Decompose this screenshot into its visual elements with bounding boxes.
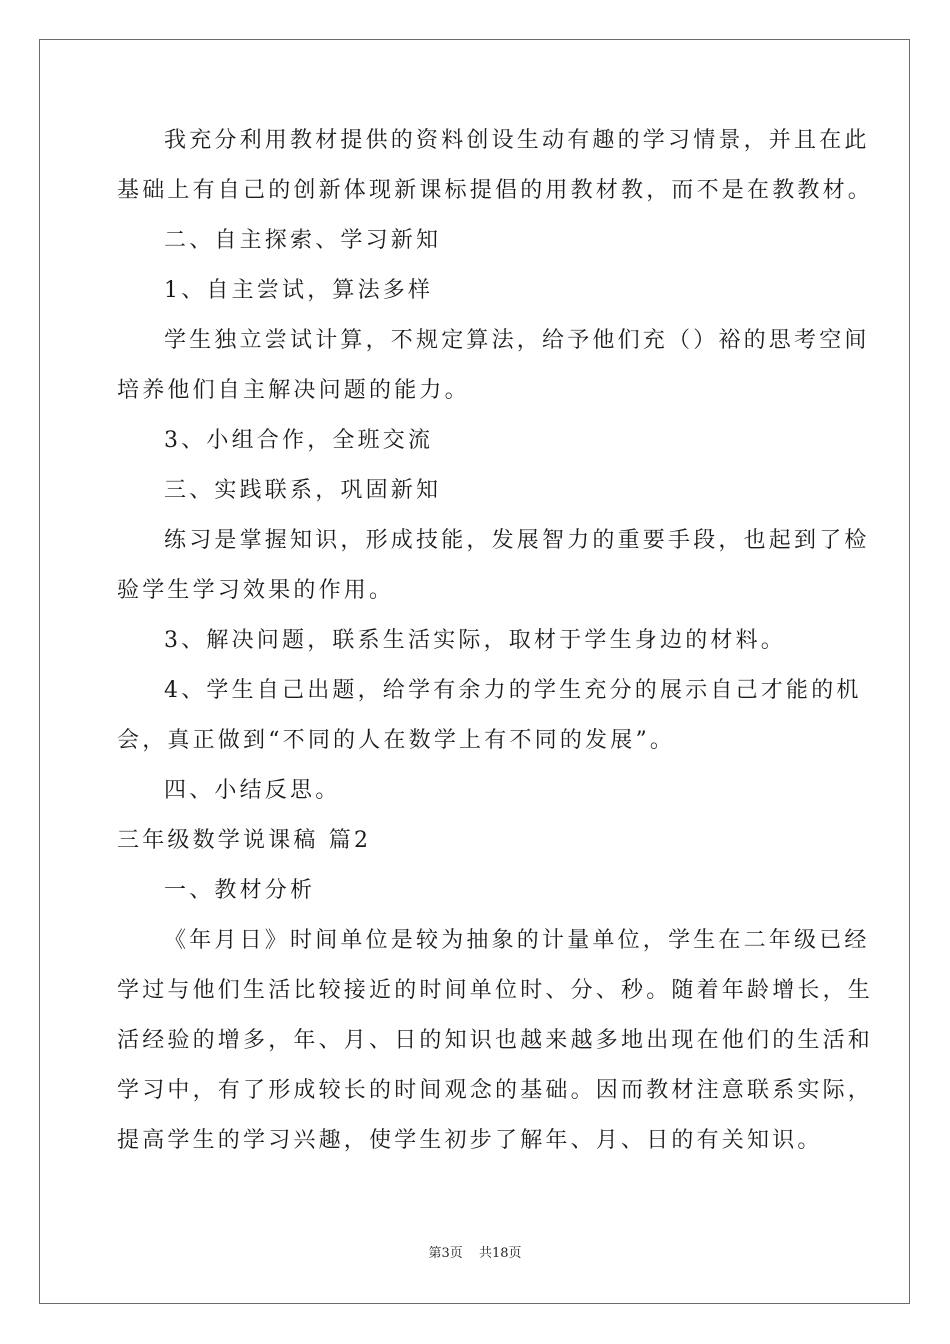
paragraph-line: 《年月日》时间单位是较为抽象的计量单位，学生在二年级已经 [164,928,870,953]
section-heading: 三、实践联系，巩固新知 [164,478,442,503]
paragraph-line: 我充分利用教材提供的资料创设生动有趣的学习情景，并且在此 [164,128,870,153]
section-heading: 二、自主探索、学习新知 [164,228,442,253]
paragraph-line: 提高学生的学习兴趣，使学生初步了解年、月、日的有关知识。 [117,1128,823,1153]
subsection-heading: 3、小组合作，全班交流 [164,428,434,453]
paragraph-line: 活经验的增多，年、月、日的知识也越来越多地出现在他们的生活和 [117,1028,874,1053]
section-heading: 四、小结反思。 [164,778,341,803]
paragraph-line: 学过与他们生活比较接近的时间单位时、分、秒。随着年龄增长，生 [117,978,874,1003]
paragraph-line: 学生独立尝试计算，不规定算法，给予他们充（）裕的思考空间 [164,328,870,353]
page-total: 共18页 [478,1246,522,1261]
paragraph-line: 练习是掌握知识，形成技能，发展智力的重要手段，也起到了检 [164,528,870,553]
paragraph-line: 培养他们自主解决问题的能力。 [117,378,470,403]
paragraph-line: 基础上有自己的创新体现新课标提倡的用教材教，而不是在教教材。 [117,178,874,203]
section-heading: 一、教材分析 [164,878,316,903]
page-footer [0,1246,950,1262]
subsection-heading: 1、自主尝试，算法多样 [164,278,434,303]
paragraph-line: 3、解决问题，联系生活实际，取材于学生身边的材料。 [164,628,786,653]
page-number: 第3页 [428,1246,463,1261]
paragraph-line: 会，真正做到“不同的人在数学上有不同的发展”。 [117,728,676,753]
paragraph-line: 4、学生自己出题，给学有余力的学生充分的展示自己才能的机 [164,678,862,703]
paragraph-line: 学习中，有了形成较长的时间观念的基础。因而教材注意联系实际， [117,1078,874,1103]
paragraph-line: 验学生学习效果的作用。 [117,578,395,603]
article-title: 三年级数学说课稿 篇2 [117,828,372,853]
